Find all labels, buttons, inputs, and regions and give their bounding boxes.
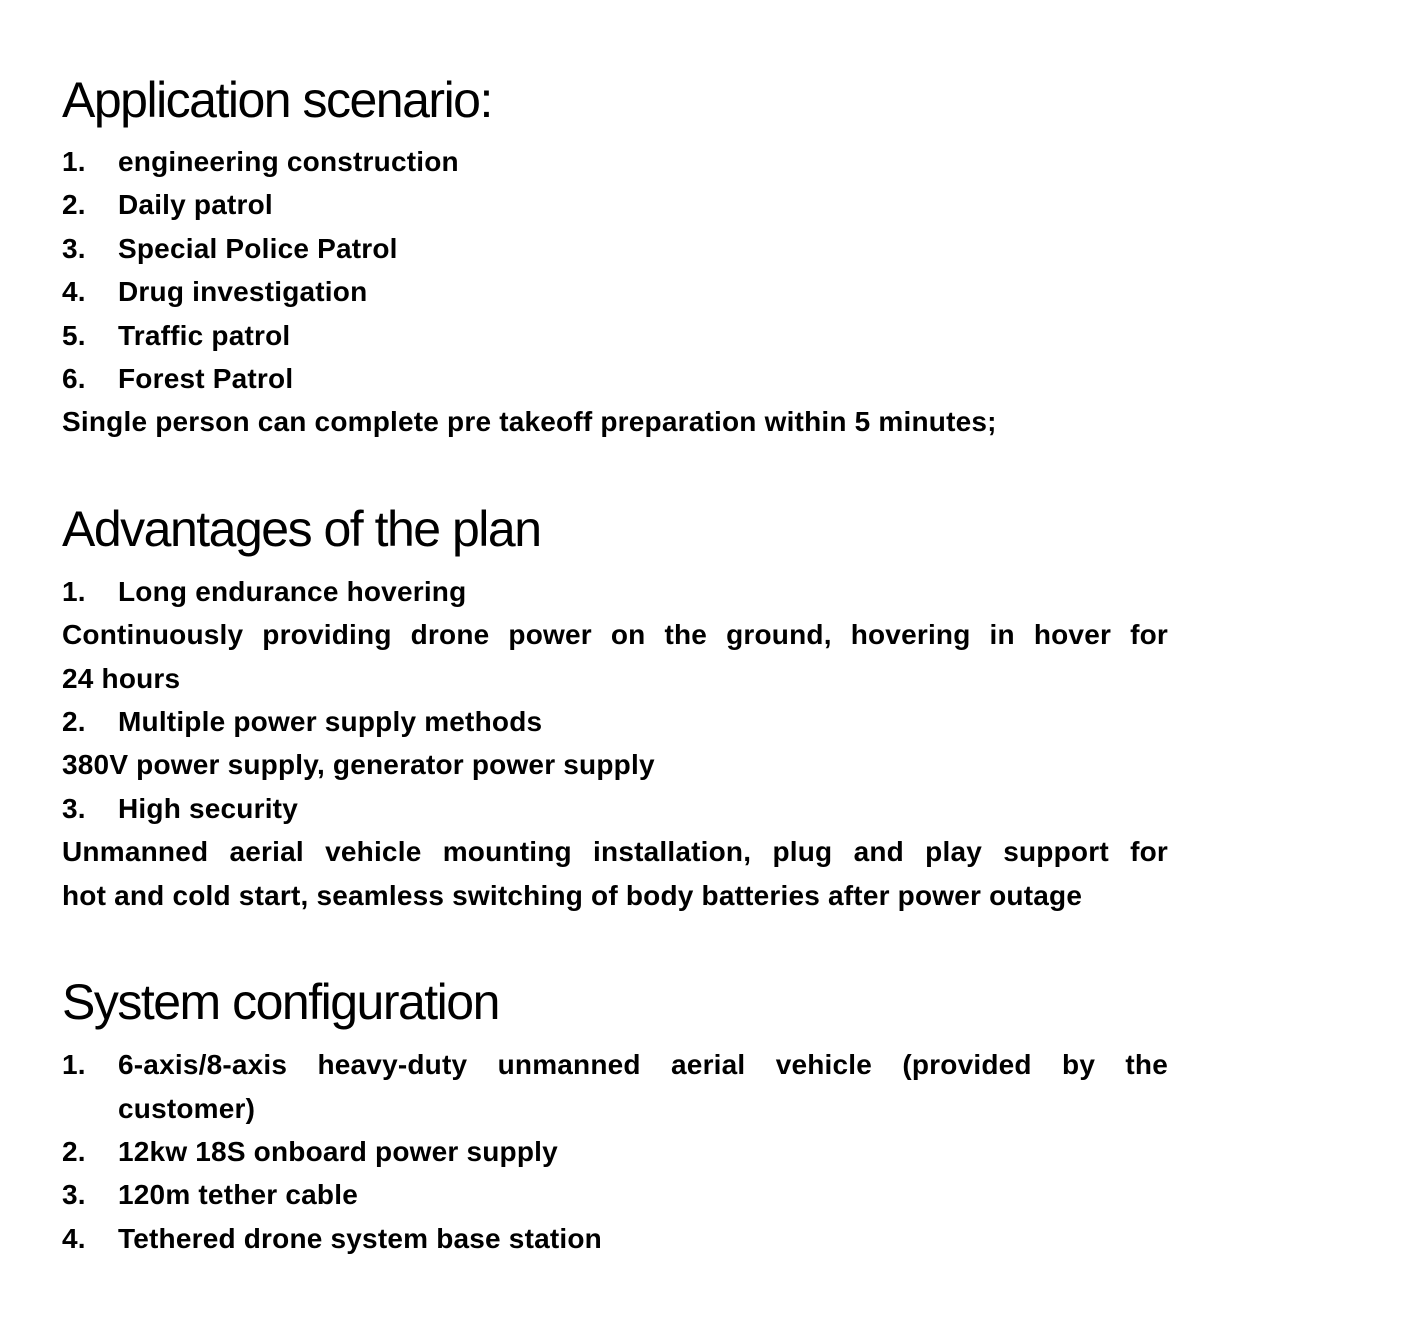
- list-text: 12kw 18S onboard power supply: [118, 1136, 558, 1167]
- list-item: [62, 183, 273, 226]
- list-number: 1.: [62, 146, 86, 177]
- list-text: Multiple power supply methods: [118, 706, 543, 737]
- advantage-description: Continuously providing drone power on the ground, hovering in hover for: [62, 619, 1168, 650]
- advantage-description: 380V power supply, generator power supply: [62, 749, 655, 780]
- advantage-description: 24 hours: [62, 663, 181, 694]
- list-number: 2.: [62, 189, 86, 220]
- list-text: Traffic patrol: [118, 320, 291, 351]
- list-item: [62, 1217, 602, 1260]
- list-text: Forest Patrol: [118, 363, 294, 394]
- list-item: [62, 357, 293, 400]
- advantage-description: hot and cold start, seamless switching of body batteries after power outage: [62, 880, 1083, 911]
- list-item: [62, 787, 298, 830]
- list-text: Special Police Patrol: [118, 233, 398, 264]
- list-item: [62, 227, 398, 270]
- list-number: 2.: [62, 1136, 86, 1167]
- list-number: 4.: [62, 276, 86, 307]
- list-text: Tethered drone system base station: [118, 1223, 602, 1254]
- list-number: 3.: [62, 233, 86, 264]
- list-item: [62, 1043, 1168, 1086]
- list-number: 1.: [62, 576, 86, 607]
- list-number: 3.: [62, 793, 86, 824]
- list-number: 6.: [62, 363, 86, 394]
- list-text: engineering construction: [118, 146, 459, 177]
- list-number: 4.: [62, 1223, 86, 1254]
- list-text: 6-axis/8-axis heavy-duty unmanned aerial vehicle (provided by the: [118, 1049, 1168, 1080]
- list-item: [62, 1173, 358, 1216]
- advantage-description: Unmanned aerial vehicle mounting installation, plug and play support for: [62, 836, 1168, 867]
- heading-application-scenario: Application scenario:: [62, 72, 492, 128]
- list-item: [62, 314, 290, 357]
- list-number: 3.: [62, 1179, 86, 1210]
- list-item: [62, 1130, 558, 1173]
- list-text: Long endurance hovering: [118, 576, 467, 607]
- heading-advantages: Advantages of the plan: [62, 501, 541, 557]
- list-number: 2.: [62, 706, 86, 737]
- list-item: [62, 270, 367, 313]
- heading-system-configuration: System configuration: [62, 974, 499, 1030]
- list-text: 120m tether cable: [118, 1179, 358, 1210]
- list-item: [62, 570, 466, 613]
- list-number: 5.: [62, 320, 86, 351]
- list-text: Daily patrol: [118, 189, 273, 220]
- list-item: [62, 140, 459, 183]
- list-text: Drug investigation: [118, 276, 368, 307]
- list-item: [62, 700, 542, 743]
- list-number: 1.: [62, 1049, 86, 1080]
- application-note: Single person can complete pre takeoff preparation within 5 minutes;: [62, 406, 997, 437]
- list-text: High security: [118, 793, 298, 824]
- list-item-continuation: customer): [118, 1093, 256, 1124]
